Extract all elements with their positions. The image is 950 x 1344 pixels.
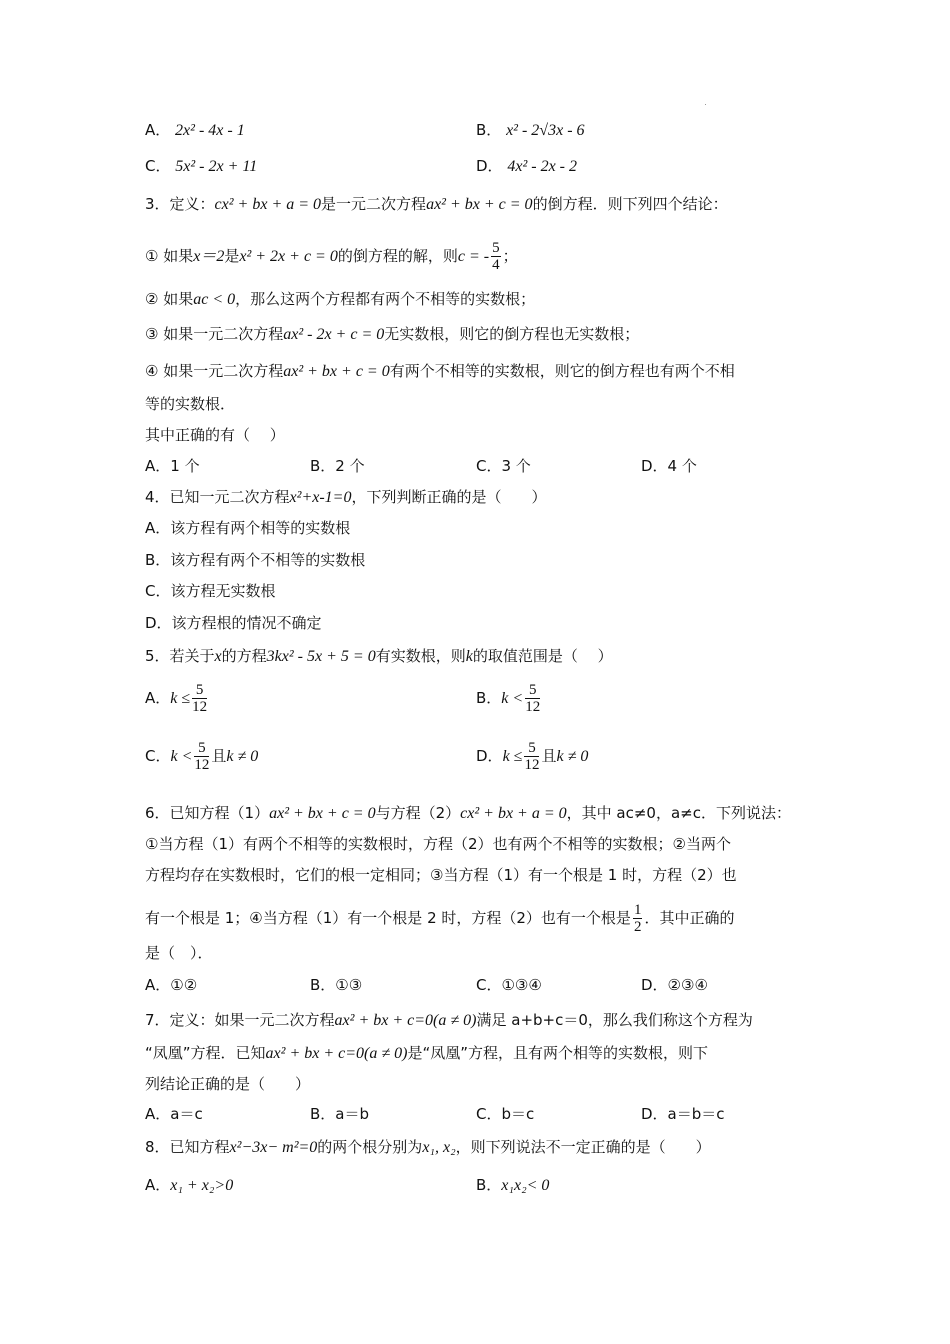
fraction-1-2: $\frac{1}{2}$ — [633, 902, 642, 935]
q7-option-d[interactable]: D．a＝b＝c — [641, 1105, 725, 1123]
q7-line-2: “凤凰”方程．已知ax² + bx + c=0(a ≠ 0)是“凤凰”方程，且有两个相等的实数根，则下 — [145, 1044, 709, 1062]
q4-option-c[interactable]: C．该方程无实数根 — [145, 582, 276, 600]
q7-option-c[interactable]: C．b＝c — [476, 1105, 535, 1123]
q3-option-d[interactable]: D．4 个 — [641, 457, 697, 475]
q6-line-4: 有一个根是 1；④当方程（1）有一个根是 2 时，方程（2）也有一个根是 $\frac{1}{2}$ ．其中正确的 — [145, 902, 735, 935]
q6-option-b[interactable]: B．①③ — [310, 976, 363, 994]
q2-option-b[interactable]: B． x² - 2√3x - 6 — [476, 121, 585, 139]
q3-stem: 3．定义：cx² + bx + a = 0是一元二次方程ax² + bx + c = 0的倒方程．则下列四个结论： — [145, 195, 728, 213]
q3-statement-4-cont: 等的实数根． — [145, 395, 236, 413]
q7-option-a[interactable]: A．a＝c — [145, 1105, 203, 1123]
q4-option-a[interactable]: A．该方程有两个相等的实数根 — [145, 519, 351, 537]
q7-line-3: 列结论正确的是（ ） — [145, 1075, 311, 1093]
q3-statement-1: ① 如果x＝2是x² + 2x + c = 0的倒方程的解，则c = - $\frac{5}{4}$ ； — [145, 240, 518, 273]
q8-option-b[interactable]: B．x₁x₂< 0 — [476, 1176, 550, 1194]
q6-option-d[interactable]: D．②③④ — [641, 976, 708, 994]
q5-option-c[interactable]: C．k < $\frac{5}{12}$ 且k ≠ 0 — [145, 740, 259, 773]
q6-option-c[interactable]: C．①③④ — [476, 976, 542, 994]
scan-dot — [705, 104, 706, 105]
q6-line-3: 方程均存在实数根时，它们的根一定相同；③当方程（1）有一个根是 1 时，方程（2）也 — [145, 866, 737, 884]
q4-option-d[interactable]: D．该方程根的情况不确定 — [145, 614, 322, 632]
fraction-5-4: $\frac{5}{4}$ — [492, 240, 500, 273]
q3-ask: 其中正确的有（ ） — [145, 426, 285, 444]
q3-statement-4: ④ 如果一元二次方程ax² + bx + c = 0有两个不相等的实数根，则它的倒方程也有两个不相 — [145, 362, 735, 380]
q5-stem: 5．若关于x的方程3kx² - 5x + 5 = 0有实数根，则k的取值范围是（ ） — [145, 647, 613, 665]
q5-option-a[interactable]: A．k ≤ $\frac{5}{12}$ — [145, 682, 208, 715]
q7-line-1: 7．定义：如果一元二次方程ax² + bx + c=0(a ≠ 0)满足 a+b+c＝0，那么我们称这个方程为 — [145, 1011, 753, 1029]
q6-option-a[interactable]: A．①② — [145, 976, 198, 994]
q8-option-a[interactable]: A．x₁ + x₂>0 — [145, 1176, 234, 1194]
q6-line-1: 6．已知方程（1）ax² + bx + c = 0与方程（2）cx² + bx + a = 0，其中 ac≠0，a≠c．下列说法： — [145, 804, 791, 822]
q2-option-c[interactable]: C． 5x² - 2x + 11 — [145, 157, 258, 175]
q7-option-b[interactable]: B．a＝b — [310, 1105, 370, 1123]
q3-option-b[interactable]: B．2 个 — [310, 457, 365, 475]
q6-line-5: 是（ ）． — [145, 944, 213, 962]
q2-option-d[interactable]: D． 4x² - 2x - 2 — [476, 157, 577, 175]
q3-statement-3: ③ 如果一元二次方程ax² - 2x + c = 0无实数根，则它的倒方程也无实数根； — [145, 325, 640, 343]
q3-option-a[interactable]: A．1 个 — [145, 457, 200, 475]
q6-line-2: ①当方程（1）有两个不相等的实数根时，方程（2）也有两个不相等的实数根；②当两个 — [145, 835, 731, 853]
q5-option-d[interactable]: D．k ≤ $\frac{5}{12}$ 且k ≠ 0 — [476, 740, 589, 773]
q4-stem: 4．已知一元二次方程x²+x-1=0，下列判断正确的是（ ） — [145, 488, 547, 506]
q3-option-c[interactable]: C．3 个 — [476, 457, 531, 475]
q3-statement-2: ② 如果ac < 0，那么这两个方程都有两个不相等的实数根； — [145, 290, 536, 308]
q4-option-b[interactable]: B．该方程有两个不相等的实数根 — [145, 551, 366, 569]
q2-option-a[interactable]: A． 2x² - 4x - 1 — [145, 121, 245, 139]
q8-stem: 8．已知方程x²−3x− m²=0的两个根分别为x₁, x₂，则下列说法不一定正确的是（ ） — [145, 1138, 711, 1156]
q5-option-b[interactable]: B．k < $\frac{5}{12}$ — [476, 682, 541, 715]
